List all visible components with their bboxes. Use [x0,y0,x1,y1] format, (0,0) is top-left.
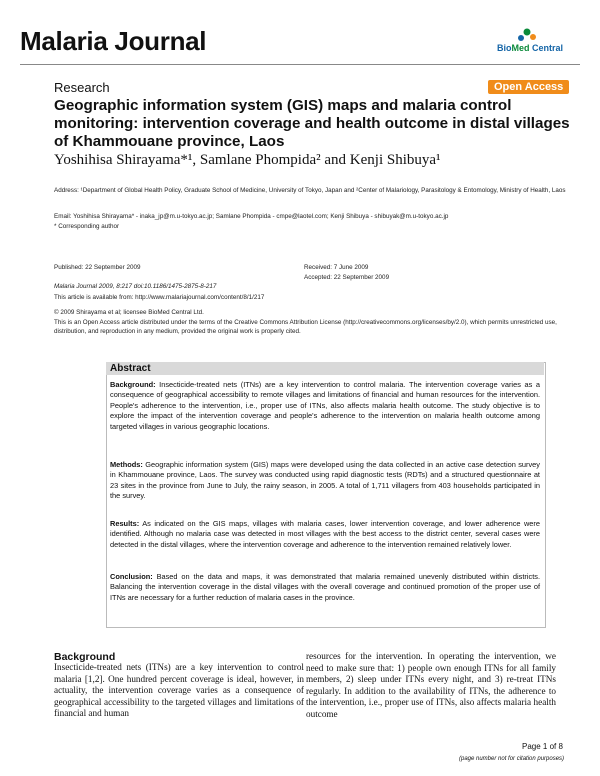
publisher-bio: Bio [497,43,512,53]
license-text: This is an Open Access article distributed under the terms of the Creative Commons Attribution License (http://creativecommons.org/licenses/by/2.0), which permits unrestricted use, distribution, and reproduction in any medium, provided the original work is properly cited. [54,319,557,335]
abstract-background-text: Insecticide-treated nets (ITNs) are a key intervention to control malaria. The intervention coverage varies as a consequence of geographical accessibility to remote villages and limitations of financial and human resources for the intervention. People's adherence to the intervention, i.e., proper use of ITNs, also affects malaria health outcome. The study objective is to explore the impact of the intervention coverage and people's adherence to the intervention on malaria health outcome among targeted villages in various geographic locations. [110,380,540,431]
abstract-methods [110,460,540,502]
journal-title: Malaria Journal [20,26,207,56]
body-column-left: Insecticide-treated nets (ITNs) are a key intervention to control malaria [1,2]. One hundred percent coverage is ideal, however, in actuality, the intervention coverage varies as a consequence of geographical accessibility to the targeted villages and limitations of financial and human [54,662,304,719]
abstract-methods-text: Geographic information system (GIS) maps were developed using the data collected in an active case detection survey in Khammouane province, Laos. The survey was conducted using rapid diagnostic tests (RDTs) and a structured questionnaire at 23 sites in the province from June to July, the rainy season, in 2005. A total of 1,711 villagers from 403 households participated in the survey. [110,460,540,501]
accepted-date: Accepted: 22 September 2009 [304,274,390,281]
background-heading: Background [54,651,116,663]
publisher-central: Central [529,43,564,53]
biomed-logo-icon [517,26,537,42]
publisher-med: Med [511,43,530,53]
abstract-results-label: Results: [110,519,140,528]
page-number: Page 1 of 8 [522,742,563,751]
abstract-heading: Abstract [106,362,544,375]
open-access-badge: Open Access [488,80,569,94]
body-column-right: resources for the intervention. In operating the intervention, we need to make sure that: 1) people own enough ITNs for all family members, 2) sleep under ITNs every night, and 3) re-treat ITNs regularly. In addition to the availability of ITNs, the adherence to the intervention, i.e., proper use of ITNs, also affects malaria health outcome [306,651,556,719]
abstract-background [110,380,540,432]
abstract-conclusion [110,572,540,603]
abstract-conclusion-label: Conclusion: [110,572,153,581]
citation: Malaria Journal 2009, 8:217 doi:10.1186/1475-2875-8-217 [54,283,217,290]
section-label: Research [54,80,110,95]
copyright: © 2009 Shirayama et al; licensee BioMed Central Ltd. [54,309,204,316]
published-date: Published: 22 September 2009 [54,264,141,271]
received-date: Received: 7 June 2009 [304,264,369,271]
author-email: Email: Yoshihisa Shirayama* - inaka_jp@m.u-tokyo.ac.jp; Samlane Phompida - cmpe@laotel.com; Kenji Shibuya - shibuyak@m.u-tokyo.ac.jp [54,213,449,220]
corresponding-author: * Corresponding author [54,223,120,230]
abstract-conclusion-text: Based on the data and maps, it was demonstrated that malaria remained unevenly distributed within districts. Balancing the intervention coverage in the distal villages with the overall coverage and continued promotion of the proper use of ITNs are necessary for a further reduction of malaria cases in the province. [110,572,540,602]
abstract-results-text: As indicated on the GIS maps, villages with malaria cases, lower intervention coverage, and lower adherence were identified. Although no malaria case was detected in most villages with the best access to the district center, several cases were detected in the distal villages, where the intervention coverage and adherence to the intervention remained relatively lower. [110,519,540,549]
abstract-background-label: Background: [110,380,156,389]
author-address: Address: ¹Department of Global Health Policy, Graduate School of Medicine, University of Tokyo, Japan and ²Center of Malariology, Parasitology & Entomology, Ministry of Health, Laos [54,187,566,194]
abstract-results [110,519,540,550]
abstract-methods-label: Methods: [110,460,143,469]
author-list: Yoshihisa Shirayama*¹, Samlane Phompida² and Kenji Shibuya¹ [54,152,441,168]
article-url[interactable]: This article is available from: http://www.malariajournal.com/content/8/1/217 [54,294,265,301]
citation-note: (page number not for citation purposes) [459,756,565,762]
article-title: Geographic information system (GIS) maps and malaria control monitoring: intervention coverage and health outcome in distal villages of Khammouane province, Laos [54,97,570,150]
biomed-central-logo [497,26,567,56]
header-rule [20,64,580,65]
